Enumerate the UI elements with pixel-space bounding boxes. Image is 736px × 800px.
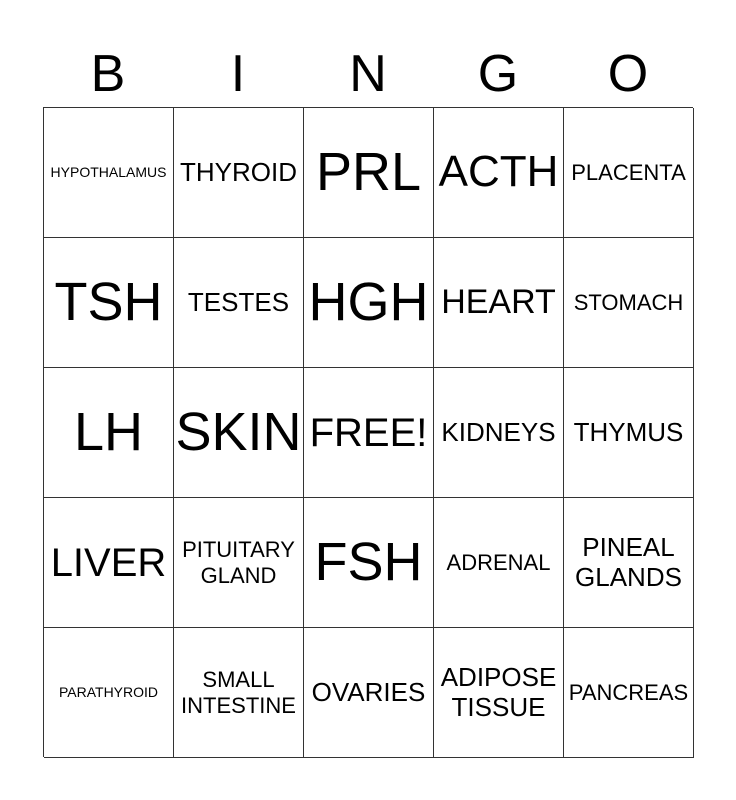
bingo-cell[interactable]	[564, 628, 694, 758]
bingo-cell-label: OVARIES	[311, 676, 426, 707]
bingo-cell-label: SKIN	[175, 402, 302, 463]
bingo-cell[interactable]	[434, 238, 564, 368]
bingo-cell[interactable]	[44, 108, 174, 238]
bingo-cell-label: TSH	[54, 272, 163, 333]
bingo-cell[interactable]	[434, 628, 564, 758]
bingo-cell-label: ACTH	[438, 147, 559, 197]
bingo-cell[interactable]	[304, 238, 434, 368]
bingo-cell-label: LH	[73, 402, 144, 463]
bingo-cell[interactable]	[434, 498, 564, 628]
bingo-cell-label: FREE!	[309, 410, 428, 455]
bingo-cell[interactable]	[174, 368, 304, 498]
bingo-cell[interactable]	[434, 108, 564, 238]
bingo-cell-label: PLACENTA	[571, 159, 686, 185]
bingo-cell[interactable]	[564, 108, 694, 238]
bingo-cell[interactable]	[564, 498, 694, 628]
bingo-cell-label: PINEAL GLANDS	[575, 531, 682, 592]
bingo-cell[interactable]	[564, 368, 694, 498]
bingo-cell-label: TESTES	[187, 286, 290, 317]
bingo-cell[interactable]	[304, 108, 434, 238]
header-letter-b: B	[90, 45, 126, 103]
bingo-cell[interactable]	[44, 628, 174, 758]
bingo-cell[interactable]	[174, 628, 304, 758]
bingo-cell-label: PANCREAS	[568, 679, 689, 705]
bingo-cell[interactable]	[44, 238, 174, 368]
header-letter-i: I	[230, 45, 246, 103]
header-letter-o: O	[607, 45, 649, 103]
bingo-cell-label: ADRENAL	[446, 549, 551, 575]
bingo-cell[interactable]	[44, 498, 174, 628]
bingo-cell-label: STOMACH	[573, 289, 684, 315]
bingo-cell-label: FSH	[314, 532, 423, 593]
bingo-header	[43, 40, 693, 108]
bingo-card-grid	[43, 107, 693, 757]
bingo-cell[interactable]	[434, 368, 564, 498]
bingo-cell[interactable]	[564, 238, 694, 368]
bingo-cell-label: HYPOTHALAMUS	[50, 164, 167, 181]
bingo-cell-label: PRL	[315, 142, 422, 203]
bingo-cell-label: SMALL INTESTINE	[181, 667, 296, 718]
bingo-cell-label: HGH	[308, 272, 429, 333]
bingo-cell-label: ADIPOSE TISSUE	[440, 661, 557, 722]
bingo-cell-label: KIDNEYS	[441, 416, 556, 447]
header-letter-n: N	[349, 45, 387, 103]
bingo-cell[interactable]	[304, 368, 434, 498]
bingo-cell-label: PITUITARY GLAND	[182, 537, 295, 588]
header-letter-g: G	[477, 45, 519, 103]
bingo-cell[interactable]	[174, 108, 304, 238]
bingo-cell-label: THYMUS	[573, 416, 684, 447]
bingo-cell-label: HEART	[441, 282, 556, 321]
bingo-cell-label: THYROID	[180, 156, 297, 187]
bingo-cell[interactable]	[174, 498, 304, 628]
bingo-cell[interactable]	[174, 238, 304, 368]
bingo-cell[interactable]	[44, 368, 174, 498]
bingo-cell[interactable]	[304, 498, 434, 628]
bingo-cell-label: PARATHYROID	[58, 684, 159, 701]
bingo-cell[interactable]	[304, 628, 434, 758]
bingo-cell-label: LIVER	[50, 540, 167, 585]
